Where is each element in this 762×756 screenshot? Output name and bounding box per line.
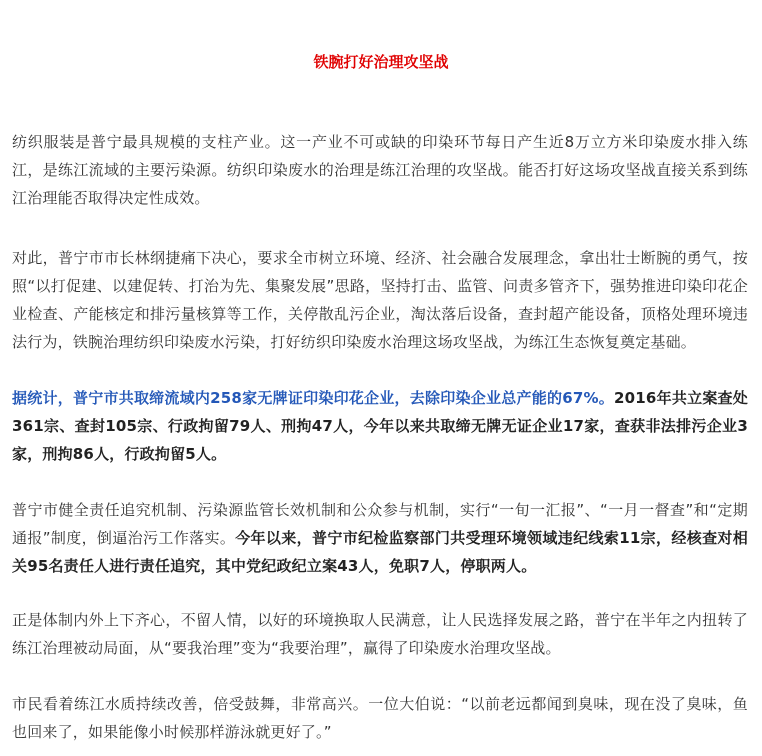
paragraph-mayor-decision: 对此，普宁市市长林纲捷痛下决心，要求全市树立环境、经济、社会融合发展理念，拿出壮士断腕的勇气，按照“以打促建、以建促转、打治为先、集聚发展”思路，坚持打击、监管、问责多管齐下，强势推进印染印花企业检查、产能核定和排污量核算等工作，关停散乱污企业，淘汰落后设备，查封超产能设备，顶格处理环境违法行为，铁腕治理纺织印染废水污染，打好纺织印染废水治理这场攻坚战，为练江生态恢复奠定基础。 xyxy=(12,249,748,351)
paragraph-textile-industry: 纺织服装是普宁最具规模的支柱产业。这一产业不可或缺的印染环节每日产生近8万立方米印染废水排入练江，是练江流域的主要污染源。纺织印染废水的治理是练江治理的攻坚战。能否打好这场攻坚战直接关系到练江治理能否取得决定性成效。 xyxy=(12,133,748,207)
accountability-results: 今年以来，普宁市纪检监察部门共受理环境领域违纪线索11宗，经核查对相关95名责任人进行责任追究，其中党纪政纪立案43人，免职7人，停职两人。 xyxy=(12,529,748,575)
statistics-highlight: 据统计，普宁市共取缔流域内258家无牌证印染印花企业，去除印染企业总产能的67%。 xyxy=(12,389,614,407)
paragraph-turnaround: 正是体制内外上下齐心，不留人情，以好的环境换取人民满意，让人民选择发展之路，普宁在半年之内扭转了练江治理被动局面，从“要我治理”变为“我要治理”，赢得了印染废水治理攻坚战。 xyxy=(12,611,748,657)
paragraph-accountability xyxy=(12,496,748,580)
paragraph-citizen-quote: 市民看着练江水质持续改善，倍受鼓舞，非常高兴。一位大伯说：“以前老远都闻到臭味，现在没了臭味，鱼也回来了，如果能像小时候那样游泳就更好了。” xyxy=(12,695,748,741)
paragraph-statistics xyxy=(12,384,748,468)
accountability-mechanism: 普宁市健全责任追究机制、污染源监管长效机制和公众参与机制，实行“一旬一汇报”、“一月一督查”和“定期通报”制度，倒逼治污工作落实。 xyxy=(12,501,748,547)
statistics-cases: 2016年共立案查处361宗、查封105宗、行政拘留79人、刑拘47人，今年以来共取缔无牌无证企业17家，查获非法排污企业3家，刑拘86人，行政拘留5人。 xyxy=(12,389,749,463)
article-title: 铁腕打好治理攻坚战 xyxy=(313,53,449,71)
